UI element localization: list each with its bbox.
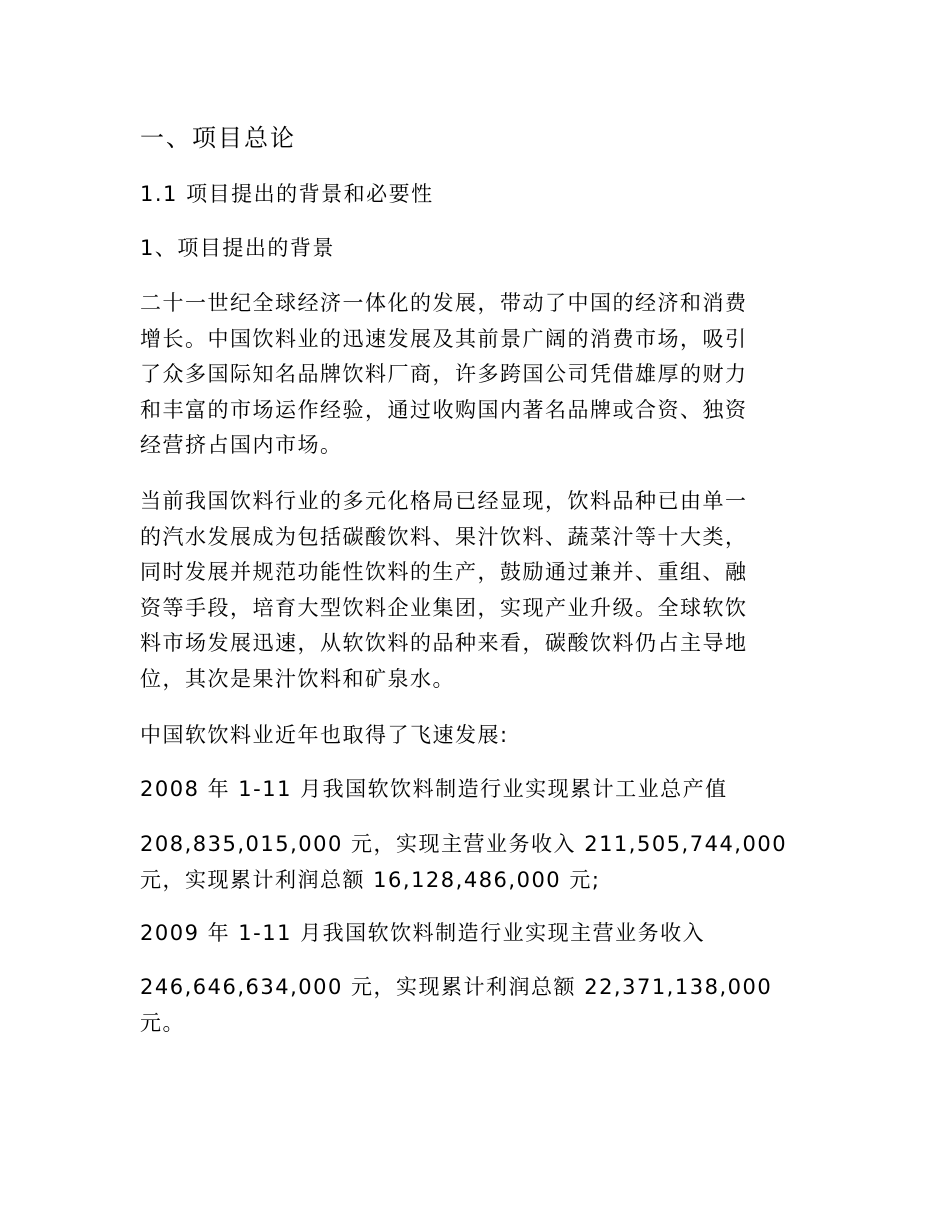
paragraph-line: 同时发展并规范功能性饮料的生产，鼓励通过兼并、重组、融 [140, 560, 748, 584]
paragraph-line: 经营挤占国内市场。 [140, 433, 343, 457]
paragraph-line: 料市场发展迅速，从软饮料的品种来看，碳酸饮料仍占主导地 [140, 631, 748, 655]
paragraph-2008-output: 2008 年 1-11 月我国软饮料制造行业实现累计工业总产值 [140, 777, 728, 801]
paragraph-line: 的汽水发展成为包括碳酸饮料、果汁饮料、蔬菜汁等十大类， [140, 524, 748, 549]
section-heading: 一、项目总论 [140, 124, 296, 152]
paragraph-2008-figures [140, 827, 787, 898]
subsection-heading: 1.1 项目提出的背景和必要性 [140, 182, 434, 206]
paragraph-line: 二十一世纪全球经济一体化的发展，带动了中国的经济和消费 [140, 291, 748, 315]
paragraph-line: 了众多国际知名品牌饮料厂商，许多跨国公司凭借雄厚的财力 [140, 362, 748, 386]
paragraph-line: 当前我国饮料行业的多元化格局已经显现，饮料品种已由单一 [140, 489, 748, 513]
paragraph-2009-figures [140, 970, 772, 1041]
paragraph-global-economy [140, 286, 748, 464]
paragraph-line: 元，实现累计利润总额 16,128,486,000 元; [140, 867, 601, 892]
paragraph-line: 246,646,634,000 元，实现累计利润总额 22,371,138,000 [140, 975, 773, 999]
paragraph-2009-revenue: 2009 年 1-11 月我国软饮料制造行业实现主营业务收入 [140, 921, 706, 945]
paragraph-line: 208,835,015,000 元，实现主营业务收入 211,505,744,000 [140, 832, 788, 856]
paragraph-line: 和丰富的市场运作经验，通过收购国内著名品牌或合资、独资 [140, 397, 748, 422]
paragraph-line: 资等手段，培育大型饮料企业集团，实现产业升级。全球软饮 [140, 595, 748, 620]
paragraph-line: 元。 [140, 1010, 185, 1035]
paragraph-line: 增长。中国饮料业的迅速发展及其前景广阔的消费市场，吸引 [140, 326, 748, 351]
sub-subsection-heading: 1、项目提出的背景 [140, 236, 335, 260]
paragraph-line: 位，其次是果汁饮料和矿泉水。 [140, 666, 455, 691]
paragraph-rapid-development: 中国软饮料业近年也取得了飞速发展: [140, 723, 509, 747]
paragraph-industry-structure [140, 484, 748, 697]
